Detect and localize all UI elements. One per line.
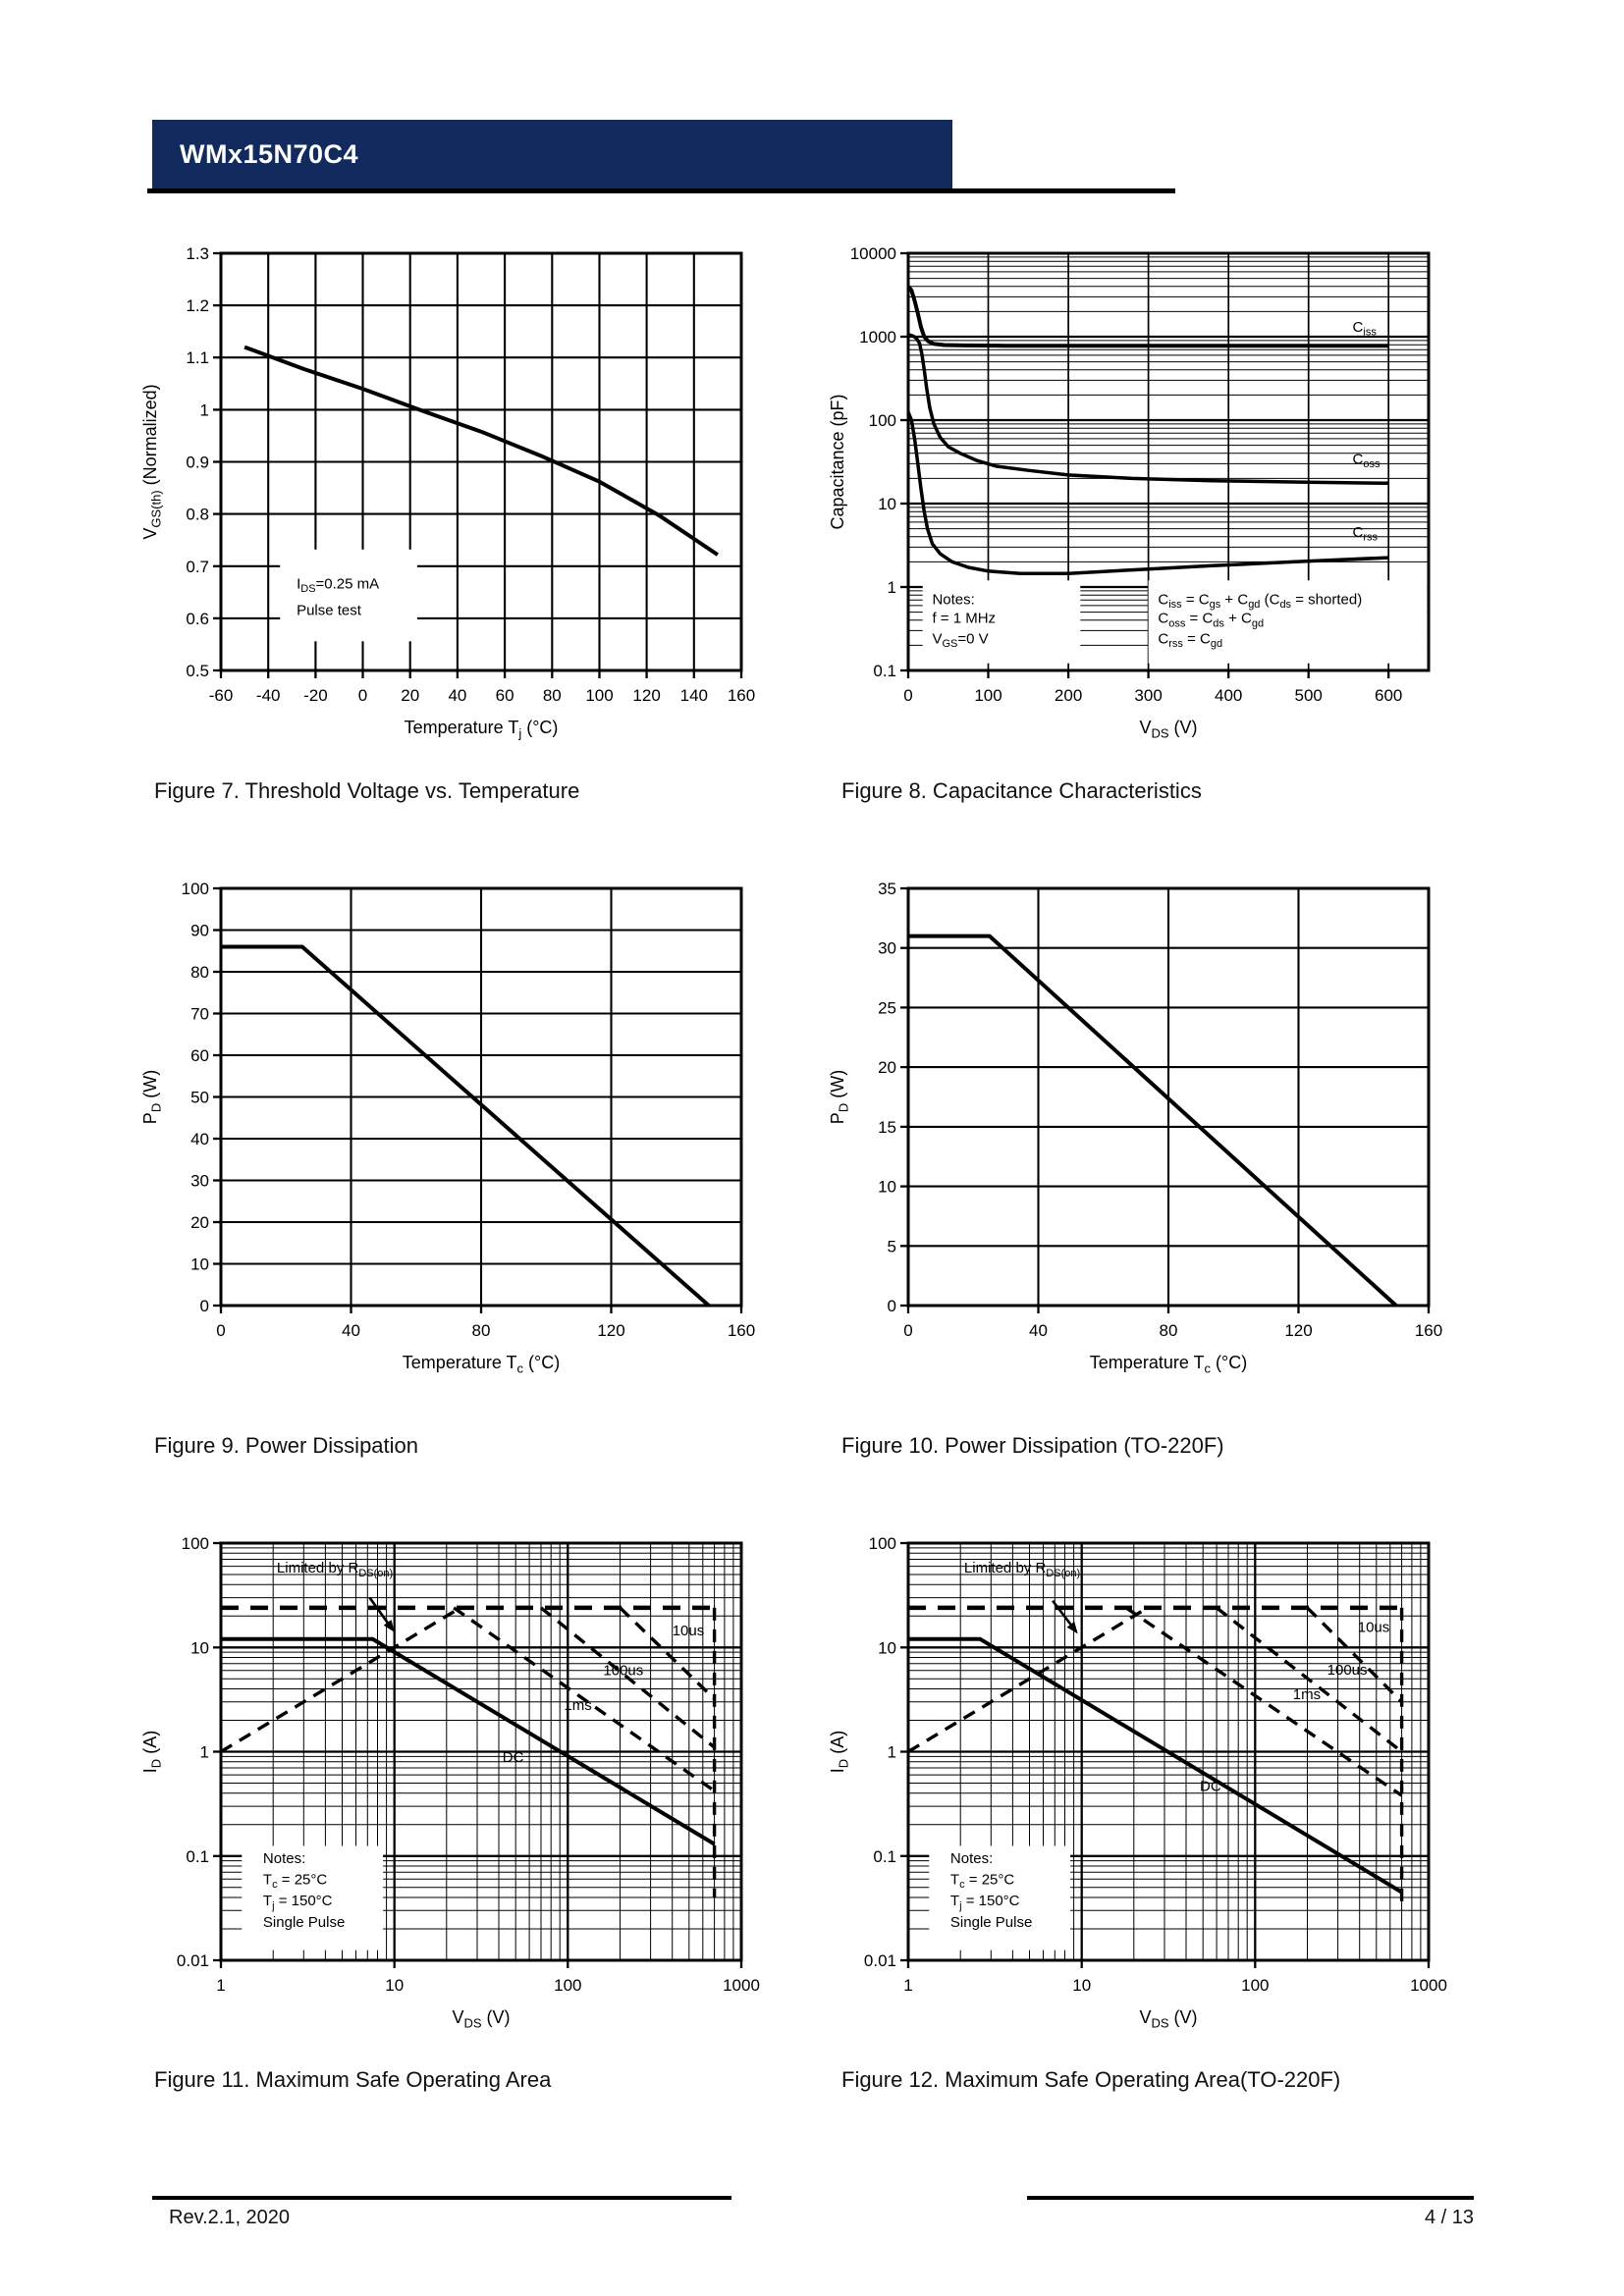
svg-text:0.01: 0.01 (863, 1951, 896, 1970)
svg-text:1.3: 1.3 (186, 244, 209, 263)
svg-text:30: 30 (190, 1171, 209, 1191)
figure-7-caption: Figure 7. Threshold Voltage vs. Temperature (154, 778, 580, 803)
svg-text:40: 40 (190, 1130, 209, 1148)
svg-text:15: 15 (878, 1117, 896, 1137)
header-banner (152, 120, 952, 188)
svg-text:0.1: 0.1 (186, 1846, 209, 1866)
svg-text:Coss = Cds + Cgd: $C_{oss} = C_{ds} + C_{gd}$ (1158, 610, 1265, 630)
svg-text:Coss: $C_{oss}$ (1352, 451, 1380, 471)
figure-9-chart (133, 859, 820, 1399)
10us-curve (621, 1608, 715, 1699)
svg-text:100: 100 (974, 686, 1002, 705)
svg-text:1.2: 1.2 (186, 296, 209, 316)
svg-text:-40: -40 (255, 686, 281, 705)
footer-rule-right (1027, 2196, 1474, 2200)
rdson-limit-curve (221, 1608, 460, 1752)
svg-text:10: 10 (878, 495, 896, 513)
svg-text:10us: 10us (1357, 1619, 1390, 1636)
rdson-limit-curve (908, 1608, 1148, 1752)
svg-text:30: 30 (878, 938, 896, 958)
svg-text:1: 1 (216, 1976, 226, 1995)
svg-text:VDS (V): $V_{DS}$ (V) (1139, 718, 1198, 741)
svg-text:1000: 1000 (859, 328, 896, 347)
svg-text:1.1: 1.1 (186, 348, 209, 368)
svg-text:500: 500 (1294, 686, 1323, 705)
svg-text:100: 100 (181, 880, 209, 898)
svg-text:10: 10 (385, 1976, 405, 1995)
svg-text:300: 300 (1134, 686, 1163, 705)
svg-text:80: 80 (190, 963, 209, 982)
svg-text:140: 140 (679, 686, 708, 705)
svg-text:PD (W): $P_D$ (W) (828, 1069, 851, 1125)
svg-text:-60: -60 (208, 686, 234, 705)
svg-text:70: 70 (190, 1004, 209, 1024)
svg-text:0: 0 (903, 686, 913, 705)
figure-10-caption: Figure 10. Power Dissipation (TO-220F) (841, 1433, 1224, 1458)
svg-text:0: 0 (903, 1321, 913, 1340)
svg-text:1ms: 1ms (564, 1697, 592, 1715)
svg-text:Notes:: Notes: (949, 1850, 994, 1868)
footer-page-number: 4 / 13 (1424, 2207, 1474, 2228)
svg-text:160: 160 (727, 1321, 756, 1340)
svg-text:10: 10 (878, 1177, 896, 1197)
svg-text:50: 50 (190, 1088, 209, 1107)
svg-text:80: 80 (471, 1321, 491, 1340)
svg-text:20: 20 (878, 1058, 896, 1078)
svg-text:IDS=0.25 mA: $I_{DS}=0.25$ mA (297, 575, 380, 596)
svg-text:90: 90 (190, 921, 209, 940)
svg-text:0.1: 0.1 (873, 662, 896, 680)
svg-text:1: 1 (903, 1976, 913, 1995)
svg-text:Single Pulse: Single Pulse (262, 1913, 346, 1931)
svg-text:ID (A): $I_D$ (A) (828, 1730, 851, 1774)
svg-text:100: 100 (585, 686, 614, 705)
svg-text:Limited by RDS(on): Limited by $R_{DS(on)}$ (276, 1560, 394, 1579)
svg-text:5: 5 (887, 1237, 896, 1256)
svg-text:Tc = 25°C: $T_c = 25^\circ C$ (262, 1871, 328, 1892)
svg-text:Single Pulse: Single Pulse (949, 1913, 1033, 1931)
svg-text:10: 10 (190, 1255, 209, 1274)
svg-text:0.1: 0.1 (873, 1846, 896, 1866)
footer-rule-left (152, 2196, 731, 2200)
svg-text:120: 120 (597, 1321, 625, 1340)
svg-text:0: 0 (199, 1297, 209, 1315)
svg-text:f = 1 MHz: f = 1 MHz (932, 610, 997, 627)
svg-text:40: 40 (1029, 1321, 1048, 1340)
svg-text:Capacitance (pF): Capacitance (pF) (828, 394, 847, 530)
svg-text:1: 1 (199, 400, 209, 420)
svg-text:25: 25 (878, 998, 896, 1018)
svg-text:100us: 100us (1326, 1661, 1368, 1679)
figure-10-chart (820, 859, 1507, 1399)
svg-text:10: 10 (190, 1638, 209, 1658)
svg-text:160: 160 (727, 686, 756, 705)
svg-text:0: 0 (887, 1297, 896, 1315)
svg-text:20: 20 (190, 1213, 209, 1232)
svg-text:200: 200 (1054, 686, 1083, 705)
svg-text:60: 60 (190, 1046, 209, 1065)
figure-7-chart (133, 224, 820, 764)
svg-text:80: 80 (542, 686, 562, 705)
svg-text:10: 10 (1072, 1976, 1092, 1995)
svg-text:0.9: 0.9 (186, 453, 209, 472)
svg-text:0.5: 0.5 (186, 662, 209, 680)
svg-text:PD (W): $P_D$ (W) (140, 1069, 164, 1125)
svg-text:-20: -20 (303, 686, 328, 705)
svg-text:Notes:: Notes: (932, 591, 975, 609)
svg-text:1ms: 1ms (1292, 1685, 1322, 1703)
svg-text:VGS=0 V: $V_{GS}=0$ V (932, 630, 989, 651)
svg-text:Temperature Tj (°C): Temperature $T_j$ (°C) (404, 718, 559, 741)
svg-text:1: 1 (887, 578, 896, 597)
svg-text:DC: DC (1200, 1778, 1221, 1795)
part-number: WMx15N70C4 (180, 138, 359, 169)
svg-text:ID (A): $I_D$ (A) (140, 1730, 164, 1774)
svg-text:Tc = 25°C: $T_c = 25^\circ C$ (949, 1871, 1015, 1892)
figure-8-chart (820, 224, 1507, 764)
svg-text:40: 40 (448, 686, 467, 705)
svg-text:0: 0 (357, 686, 368, 705)
svg-text:160: 160 (1414, 1321, 1443, 1340)
svg-text:80: 80 (1159, 1321, 1178, 1340)
svg-text:100: 100 (868, 1534, 896, 1553)
svg-text:60: 60 (495, 686, 514, 705)
svg-text:Temperature Tc (°C): Temperature $T_c$ (°C) (402, 1353, 561, 1376)
svg-text:1000: 1000 (1410, 1976, 1447, 1995)
pd-derating-curve (221, 947, 709, 1307)
svg-text:VGS(th) (Normalized): $V_{GS(th)}$ (Normalized) (140, 384, 164, 540)
svg-text:VDS (V): $V_{DS}$ (V) (452, 2007, 511, 2031)
svg-text:Ciss = Cgs + Cgd (Cds = shorte: $C_{iss} = C_{gs} + C_{gd}$ ($C_{ds}$ = shorted) (1158, 591, 1363, 612)
svg-text:120: 120 (632, 686, 661, 705)
svg-text:0.7: 0.7 (186, 557, 209, 576)
pd-derating-to220f-curve (908, 936, 1396, 1306)
svg-text:100: 100 (554, 1976, 582, 1995)
svg-text:Pulse test: Pulse test (297, 602, 361, 619)
svg-text:0.8: 0.8 (186, 505, 209, 524)
svg-text:100: 100 (868, 411, 896, 430)
svg-text:1: 1 (887, 1742, 896, 1762)
svg-text:10: 10 (878, 1638, 896, 1658)
svg-text:Crss = Cgd: $C_{rss} = C_{gd}$ (1158, 630, 1223, 651)
svg-text:35: 35 (878, 880, 896, 898)
figure-11-chart (133, 1514, 820, 2054)
svg-text:10us: 10us (672, 1623, 705, 1640)
svg-text:Tj = 150°C: $T_j = 150^\circ C$ (949, 1893, 1020, 1912)
svg-text:20: 20 (401, 686, 420, 705)
svg-text:100us: 100us (603, 1662, 644, 1680)
svg-text:DC: DC (502, 1748, 524, 1766)
svg-text:Ciss: $C_{iss}$ (1352, 318, 1377, 339)
svg-text:120: 120 (1284, 1321, 1313, 1340)
figure-12-chart (820, 1514, 1507, 2054)
svg-text:400: 400 (1215, 686, 1243, 705)
svg-text:0.01: 0.01 (176, 1951, 209, 1970)
svg-text:0.6: 0.6 (186, 609, 209, 628)
svg-text:100: 100 (1241, 1976, 1270, 1995)
figure-11-caption: Figure 11. Maximum Safe Operating Area (154, 2067, 552, 2092)
svg-text:Tj = 150°C: $T_j = 150^\circ C$ (262, 1893, 333, 1912)
svg-text:1: 1 (199, 1742, 209, 1762)
svg-text:Notes:: Notes: (262, 1850, 306, 1868)
footer-revision: Rev.2.1, 2020 (169, 2207, 291, 2228)
svg-text:600: 600 (1375, 686, 1403, 705)
svg-text:0: 0 (216, 1321, 226, 1340)
figure-9-caption: Figure 9. Power Dissipation (154, 1433, 419, 1458)
svg-text:VDS (V): $V_{DS}$ (V) (1139, 2007, 1198, 2031)
figure-8-caption: Figure 8. Capacitance Characteristics (841, 778, 1202, 803)
svg-text:100: 100 (181, 1534, 209, 1553)
svg-text:Crss: $C_{rss}$ (1352, 523, 1379, 544)
svg-text:40: 40 (342, 1321, 360, 1340)
svg-text:1000: 1000 (723, 1976, 760, 1995)
figure-12-caption: Figure 12. Maximum Safe Operating Area(TO-220F) (841, 2067, 1341, 2092)
svg-text:Temperature Tc (°C): Temperature $T_c$ (°C) (1089, 1353, 1248, 1376)
svg-text:10000: 10000 (849, 244, 896, 263)
header-rule (147, 188, 1175, 193)
svg-text:Limited by RDS(on): Limited by $R_{DS(on)}$ (963, 1560, 1081, 1579)
